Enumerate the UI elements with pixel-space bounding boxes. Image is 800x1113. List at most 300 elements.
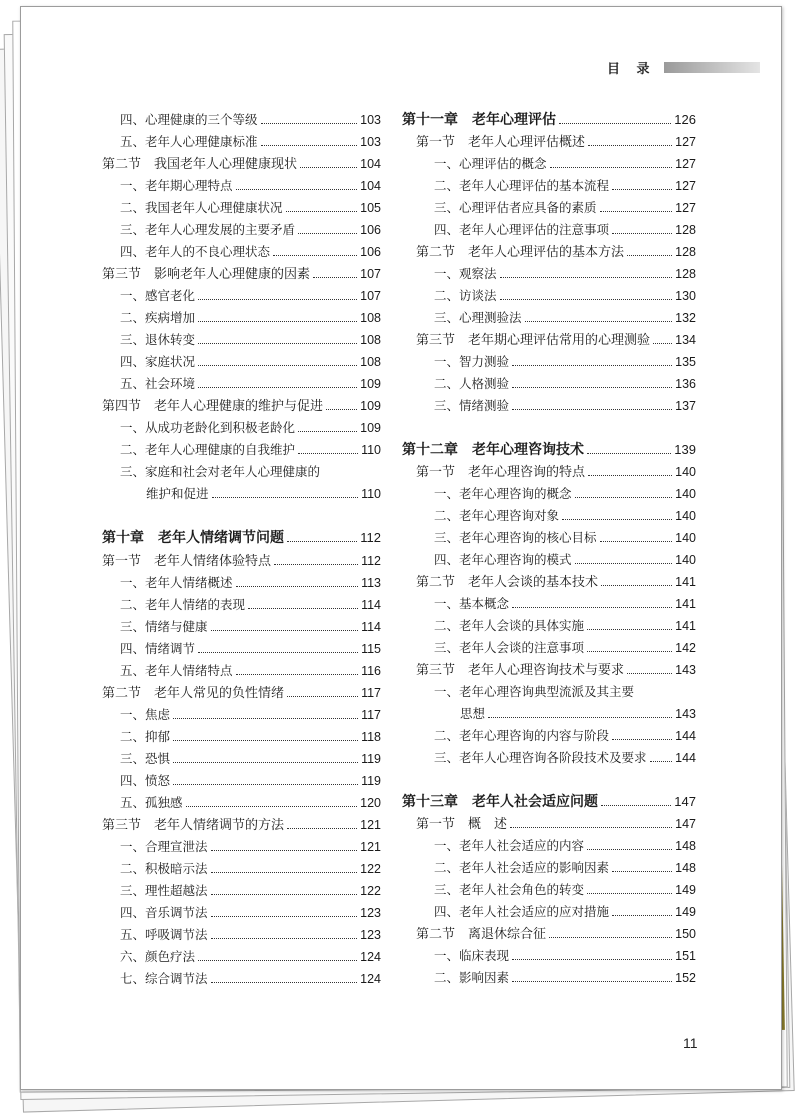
toc-entry[interactable] (434, 266, 696, 282)
toc-entry-page: 137 (675, 399, 696, 413)
toc-entry-title: 第二节 我国老年人心理健康现状 (102, 157, 298, 172)
toc-entry-title: 第三节 老年人心理咨询技术与要求 (416, 663, 625, 678)
toc-entry-title: 第三节 影响老年人心理健康的因素 (102, 267, 311, 282)
toc-entry-title: 三、情绪与健康 (120, 619, 208, 634)
toc-entry-title: 二、影响因素 (434, 970, 510, 985)
toc-entry-title: 四、家庭状况 (120, 354, 196, 369)
toc-entry-page: 119 (361, 752, 381, 766)
toc-entry-title: 四、音乐调节法 (120, 905, 208, 920)
toc-entry-page: 106 (360, 245, 381, 259)
page-header (607, 57, 666, 77)
toc-entry-page: 107 (360, 267, 381, 281)
dot-leader (236, 586, 359, 587)
dot-leader (627, 255, 672, 256)
toc-entry-title: 一、老年心理咨询典型流派及其主要 (434, 684, 635, 699)
toc-entry[interactable] (402, 442, 696, 458)
toc-entry-title: 一、从成功老龄化到积极老龄化 (120, 420, 296, 435)
toc-entry-page: 151 (675, 949, 696, 963)
toc-entry[interactable] (416, 332, 696, 349)
toc-entry-title: 四、情绪调节 (120, 641, 196, 656)
toc-entry-title: 七、综合调节法 (120, 971, 208, 986)
dot-leader (549, 937, 672, 938)
toc-entry-page: 144 (675, 729, 696, 743)
toc-entry-page: 140 (675, 487, 696, 501)
toc-entry-title: 一、老年期心理特点 (120, 178, 233, 193)
toc-entry-page: 112 (361, 554, 381, 568)
toc-entry-title: 四、老年人的不良心理状态 (120, 244, 271, 259)
toc-entry[interactable] (434, 552, 696, 568)
toc-entry-title: 二、老年人心理健康的自我维护 (120, 442, 296, 457)
toc-entry-page: 104 (360, 157, 381, 171)
dot-leader (575, 563, 673, 564)
dot-leader (313, 277, 357, 278)
toc-entry-title: 四、老年人社会适应的应对措施 (434, 904, 610, 919)
toc-entry-page: 116 (361, 664, 381, 678)
toc-entry-page: 132 (675, 311, 696, 325)
toc-entry-title: 第三节 老年期心理评估常用的心理测验 (416, 333, 651, 348)
toc-entry[interactable] (120, 905, 381, 921)
toc-entry[interactable] (120, 222, 381, 238)
toc-entry-title: 四、愤怒 (120, 773, 171, 788)
toc-entry[interactable] (120, 464, 381, 480)
dot-leader (562, 519, 672, 520)
dot-leader (588, 475, 672, 476)
dot-leader (173, 784, 358, 785)
toc-entry-page: 108 (360, 311, 381, 325)
toc-entry-title: 三、老年心理咨询的核心目标 (434, 530, 597, 545)
toc-entry-page: 141 (675, 619, 696, 633)
toc-entry[interactable] (120, 244, 381, 260)
dot-leader (287, 541, 357, 542)
toc-entry[interactable] (120, 288, 381, 304)
toc-entry[interactable] (434, 970, 696, 986)
dot-leader (512, 409, 672, 410)
toc-entry[interactable] (434, 882, 696, 898)
toc-entry[interactable] (434, 838, 696, 854)
toc-entry-title: 三、老年人社会角色的转变 (434, 882, 585, 897)
toc-entry-page: 109 (360, 377, 381, 391)
toc-entry[interactable] (416, 926, 696, 943)
dot-leader (512, 607, 672, 608)
dot-leader (601, 805, 671, 806)
toc-entry[interactable] (434, 596, 696, 612)
dot-leader (627, 673, 672, 674)
toc-entry-title: 三、老年人心理发展的主要矛盾 (120, 222, 296, 237)
toc-entry-title: 一、感官老化 (120, 288, 196, 303)
toc-entry-title: 五、老年人情绪特点 (120, 663, 233, 678)
toc-entry-page: 150 (675, 927, 696, 941)
toc-entry[interactable] (120, 795, 381, 811)
toc-entry-page: 128 (675, 267, 696, 281)
toc-entry[interactable] (434, 398, 696, 414)
toc-entry-page: 149 (675, 883, 696, 897)
toc-entry-title: 一、合理宣泄法 (120, 839, 208, 854)
dot-leader (612, 871, 672, 872)
toc-entry-title: 第十一章 老年心理评估 (402, 112, 556, 128)
dot-leader (211, 982, 358, 983)
toc-entry[interactable] (434, 948, 696, 964)
toc-entry[interactable] (434, 376, 696, 392)
toc-entry[interactable] (120, 707, 381, 723)
toc-entry[interactable] (434, 860, 696, 876)
toc-entry[interactable] (416, 816, 696, 833)
toc-entry-page: 106 (360, 223, 381, 237)
toc-entry[interactable] (120, 729, 381, 745)
page-number: 11 (683, 1035, 698, 1051)
toc-entry[interactable] (102, 266, 381, 283)
dot-leader (198, 321, 357, 322)
dot-leader (211, 916, 358, 917)
toc-entry[interactable] (434, 684, 696, 700)
dot-leader (298, 453, 358, 454)
toc-entry-title: 二、积极暗示法 (120, 861, 208, 876)
toc-entry[interactable] (460, 706, 696, 722)
toc-entry[interactable] (434, 750, 696, 766)
toc-entry[interactable] (434, 178, 696, 194)
toc-entry-page: 103 (360, 135, 381, 149)
toc-entry-page: 128 (675, 223, 696, 237)
toc-entry-title: 一、智力测验 (434, 354, 510, 369)
toc-entry[interactable] (434, 200, 696, 216)
dot-leader (198, 652, 358, 653)
toc-entry[interactable] (434, 904, 696, 920)
toc-entry[interactable] (146, 486, 381, 502)
toc-entry-title: 一、老年人社会适应的内容 (434, 838, 585, 853)
toc-entry-title: 第一节 老年人心理评估概述 (416, 135, 586, 150)
toc-entry-title: 一、临床表现 (434, 948, 510, 963)
toc-entry[interactable] (120, 354, 381, 370)
toc-entry-page: 109 (360, 421, 381, 435)
dot-leader (588, 145, 672, 146)
toc-entry[interactable] (120, 751, 381, 767)
toc-entry-title: 维护和促进 (146, 486, 209, 501)
toc-entry[interactable] (102, 685, 381, 702)
toc-entry-title: 三、老年人心理咨询各阶段技术及要求 (434, 750, 647, 765)
toc-entry-title: 第二节 老年人心理评估的基本方法 (416, 245, 625, 260)
dot-leader (600, 541, 673, 542)
dot-leader (587, 849, 672, 850)
toc-entry-page: 140 (675, 553, 696, 567)
toc-entry-page: 148 (675, 839, 696, 853)
toc-entry[interactable] (120, 442, 381, 458)
toc-entry[interactable] (120, 663, 381, 679)
toc-entry-page: 117 (361, 708, 381, 722)
dot-leader (653, 343, 672, 344)
dot-leader (512, 981, 672, 982)
toc-entry-page: 114 (361, 620, 381, 634)
toc-entry-title: 四、老年心理咨询的模式 (434, 552, 572, 567)
toc-entry-title: 第十二章 老年心理咨询技术 (402, 442, 584, 458)
toc-entry[interactable] (102, 398, 381, 415)
toc-entry-title: 二、老年心理咨询的内容与阶段 (434, 728, 610, 743)
toc-entry[interactable] (434, 222, 696, 238)
toc-entry[interactable] (120, 112, 381, 128)
toc-entry-page: 124 (360, 972, 381, 986)
dot-leader (248, 608, 358, 609)
toc-entry-title: 二、老年人情绪的表现 (120, 597, 246, 612)
dot-leader (236, 189, 358, 190)
toc-entry-title: 四、老年人心理评估的注意事项 (434, 222, 610, 237)
toc-entry-page: 121 (360, 840, 381, 854)
toc-entry-page: 115 (361, 642, 381, 656)
toc-entry-page: 140 (675, 465, 696, 479)
toc-entry-page: 141 (675, 597, 696, 611)
toc-entry-title: 第四节 老年人心理健康的维护与促进 (102, 399, 324, 414)
dot-leader (525, 321, 673, 322)
toc-entry[interactable] (120, 597, 381, 613)
dot-leader (173, 718, 358, 719)
toc-entry-title: 三、老年人会谈的注意事项 (434, 640, 585, 655)
dot-leader (500, 299, 673, 300)
toc-entry-title: 三、退休转变 (120, 332, 196, 347)
toc-entry-title: 一、心理评估的概念 (434, 156, 547, 171)
toc-entry-page: 127 (675, 135, 696, 149)
toc-entry[interactable] (434, 618, 696, 634)
toc-entry-page: 107 (360, 289, 381, 303)
toc-entry-page: 143 (675, 707, 696, 721)
toc-entry[interactable] (434, 156, 696, 172)
toc-entry-title: 四、心理健康的三个等级 (120, 112, 258, 127)
toc-entry-title: 二、老年人社会适应的影响因素 (434, 860, 610, 875)
toc-entry[interactable] (120, 420, 381, 436)
toc-entry-page: 113 (361, 576, 381, 590)
dot-leader (600, 211, 673, 212)
toc-entry-page: 128 (675, 245, 696, 259)
toc-entry[interactable] (416, 134, 696, 151)
dot-leader (211, 938, 358, 939)
dot-leader (512, 959, 672, 960)
toc-entry-page: 114 (361, 598, 381, 612)
toc-entry[interactable] (434, 530, 696, 546)
toc-entry[interactable] (416, 574, 696, 591)
dot-leader (198, 299, 357, 300)
dot-leader (500, 277, 673, 278)
toc-entry-title: 第一节 老年心理咨询的特点 (416, 465, 586, 480)
toc-entry-page: 148 (675, 861, 696, 875)
dot-leader (587, 893, 672, 894)
toc-entry-page: 142 (675, 641, 696, 655)
toc-entry-page: 135 (675, 355, 696, 369)
dot-leader (173, 762, 358, 763)
dot-leader (186, 806, 358, 807)
dot-leader (198, 343, 357, 344)
toc-entry[interactable] (120, 178, 381, 194)
toc-entry[interactable] (120, 619, 381, 635)
toc-entry-page: 123 (360, 928, 381, 942)
toc-entry-title: 五、孤独感 (120, 795, 183, 810)
dot-leader (559, 123, 671, 124)
dot-leader (274, 564, 358, 565)
toc-entry[interactable] (434, 486, 696, 502)
dot-leader (612, 739, 672, 740)
toc-entry-title: 五、呼吸调节法 (120, 927, 208, 942)
toc-entry[interactable] (402, 794, 696, 810)
dot-leader (286, 211, 358, 212)
toc-entry-page: 127 (675, 201, 696, 215)
toc-entry-title: 三、心理测验法 (434, 310, 522, 325)
toc-entry[interactable] (120, 310, 381, 326)
dot-leader (198, 960, 357, 961)
dot-leader (612, 189, 672, 190)
dot-leader (650, 761, 673, 762)
toc-entry-page: 147 (675, 817, 696, 831)
toc-entry[interactable] (416, 464, 696, 481)
toc-entry[interactable] (102, 530, 381, 546)
dot-leader (575, 497, 673, 498)
toc-entry[interactable] (120, 861, 381, 877)
dot-leader (261, 123, 358, 124)
dot-leader (587, 629, 672, 630)
toc-entry[interactable] (102, 553, 381, 570)
toc-entry-title: 一、焦虑 (120, 707, 171, 722)
dot-leader (512, 387, 672, 388)
toc-entry[interactable] (120, 773, 381, 789)
toc-entry-title: 思想 (460, 706, 486, 721)
toc-entry-title: 一、观察法 (434, 266, 497, 281)
toc-entry[interactable] (120, 641, 381, 657)
toc-entry[interactable] (120, 883, 381, 899)
toc-entry-page: 112 (360, 530, 381, 545)
dot-leader (488, 717, 672, 718)
toc-entry-page: 124 (360, 950, 381, 964)
dot-leader (587, 651, 672, 652)
dot-leader (273, 255, 357, 256)
toc-entry-title: 二、我国老年人心理健康状况 (120, 200, 283, 215)
toc-entry[interactable] (120, 971, 381, 987)
toc-entry-page: 139 (674, 442, 696, 457)
toc-entry[interactable] (120, 949, 381, 965)
toc-entry-page: 141 (675, 575, 696, 589)
toc-entry-title: 二、老年人心理评估的基本流程 (434, 178, 610, 193)
toc-entry-page: 144 (675, 751, 696, 765)
toc-entry[interactable] (102, 156, 381, 173)
dot-leader (236, 674, 359, 675)
dot-leader (612, 233, 672, 234)
toc-entry-title: 第十三章 老年人社会适应问题 (402, 794, 598, 810)
dot-leader (211, 872, 358, 873)
toc-entry-page: 119 (361, 774, 381, 788)
toc-entry-title: 第二节 老年人会谈的基本技术 (416, 575, 599, 590)
toc-entry-page: 136 (675, 377, 696, 391)
toc-entry[interactable] (434, 288, 696, 304)
toc-entry-page: 103 (360, 113, 381, 127)
dot-leader (298, 431, 357, 432)
toc-entry-title: 五、社会环境 (120, 376, 196, 391)
toc-entry-title: 三、情绪测验 (434, 398, 510, 413)
dot-leader (287, 696, 358, 697)
toc-entry-page: 149 (675, 905, 696, 919)
dot-leader (612, 915, 672, 916)
dot-leader (211, 630, 359, 631)
dot-leader (198, 387, 357, 388)
toc-entry[interactable] (434, 640, 696, 656)
toc-entry-title: 第一节 概 述 (416, 817, 508, 832)
toc-entry-page: 105 (360, 201, 381, 215)
toc-entry[interactable] (434, 508, 696, 524)
toc-entry[interactable] (434, 310, 696, 326)
toc-entry-page: 108 (360, 333, 381, 347)
header-title: 目 录 (607, 61, 656, 77)
toc-entry-page: 134 (675, 333, 696, 347)
toc-entry-page: 104 (360, 179, 381, 193)
toc-entry-page: 152 (675, 971, 696, 985)
dot-leader (300, 167, 357, 168)
toc-entry-page: 110 (361, 487, 381, 501)
toc-entry[interactable] (120, 839, 381, 855)
dot-leader (173, 740, 358, 741)
toc-entry[interactable] (416, 244, 696, 261)
toc-entry-page: 140 (675, 531, 696, 545)
toc-entry-page: 127 (675, 179, 696, 193)
toc-entry-page: 147 (674, 794, 696, 809)
dot-leader (510, 827, 672, 828)
toc-entry-title: 一、老年心理咨询的概念 (434, 486, 572, 501)
toc-entry-page: 122 (360, 884, 381, 898)
toc-entry-title: 二、人格测验 (434, 376, 510, 391)
toc-entry[interactable] (120, 332, 381, 348)
dot-leader (550, 167, 673, 168)
header-gradient-bar (664, 62, 760, 73)
toc-entry-title: 第一节 老年人情绪体验特点 (102, 554, 272, 569)
dot-leader (212, 497, 359, 498)
toc-entry[interactable] (120, 927, 381, 943)
toc-entry-title: 二、疾病增加 (120, 310, 196, 325)
dot-leader (211, 894, 358, 895)
toc-entry-page: 117 (361, 686, 381, 700)
toc-entry-title: 二、访谈法 (434, 288, 497, 303)
toc-entry[interactable] (120, 376, 381, 392)
toc-entry-title: 第二节 离退休综合征 (416, 927, 547, 942)
toc-entry-title: 五、老年人心理健康标准 (120, 134, 258, 149)
dot-leader (587, 453, 671, 454)
toc-entry-page: 120 (360, 796, 381, 810)
toc-entry[interactable] (120, 134, 381, 150)
toc-entry[interactable] (402, 112, 696, 128)
toc-entry-page: 123 (360, 906, 381, 920)
dot-leader (326, 409, 357, 410)
toc-entry-title: 三、恐惧 (120, 751, 171, 766)
toc-entry-title: 二、老年心理咨询对象 (434, 508, 560, 523)
toc-entry[interactable] (434, 728, 696, 744)
toc-entry-page: 143 (675, 663, 696, 677)
toc-entry-page: 108 (360, 355, 381, 369)
toc-entry[interactable] (120, 575, 381, 591)
dot-leader (601, 585, 672, 586)
toc-entry-title: 第三节 老年人情绪调节的方法 (102, 818, 285, 833)
toc-entry-page: 130 (675, 289, 696, 303)
dot-leader (298, 233, 357, 234)
toc-entry-title: 一、老年人情绪概述 (120, 575, 233, 590)
toc-entry[interactable] (434, 354, 696, 370)
dot-leader (261, 145, 358, 146)
dot-leader (287, 828, 357, 829)
dot-leader (198, 365, 357, 366)
toc-entry[interactable] (102, 817, 381, 834)
toc-entry-page: 110 (361, 443, 381, 457)
toc-entry-page: 126 (674, 112, 696, 127)
toc-entry-title: 第十章 老年人情绪调节问题 (102, 530, 284, 546)
toc-entry[interactable] (416, 662, 696, 679)
toc-entry-title: 二、老年人会谈的具体实施 (434, 618, 585, 633)
toc-entry-title: 三、心理评估者应具备的素质 (434, 200, 597, 215)
toc-entry-title: 二、抑郁 (120, 729, 171, 744)
toc-entry-title: 第二节 老年人常见的负性情绪 (102, 686, 285, 701)
toc-entry-page: 140 (675, 509, 696, 523)
toc-entry-page: 109 (360, 399, 381, 413)
toc-entry[interactable] (120, 200, 381, 216)
toc-entry-title: 一、基本概念 (434, 596, 510, 611)
toc-entry-title: 六、颜色疗法 (120, 949, 196, 964)
